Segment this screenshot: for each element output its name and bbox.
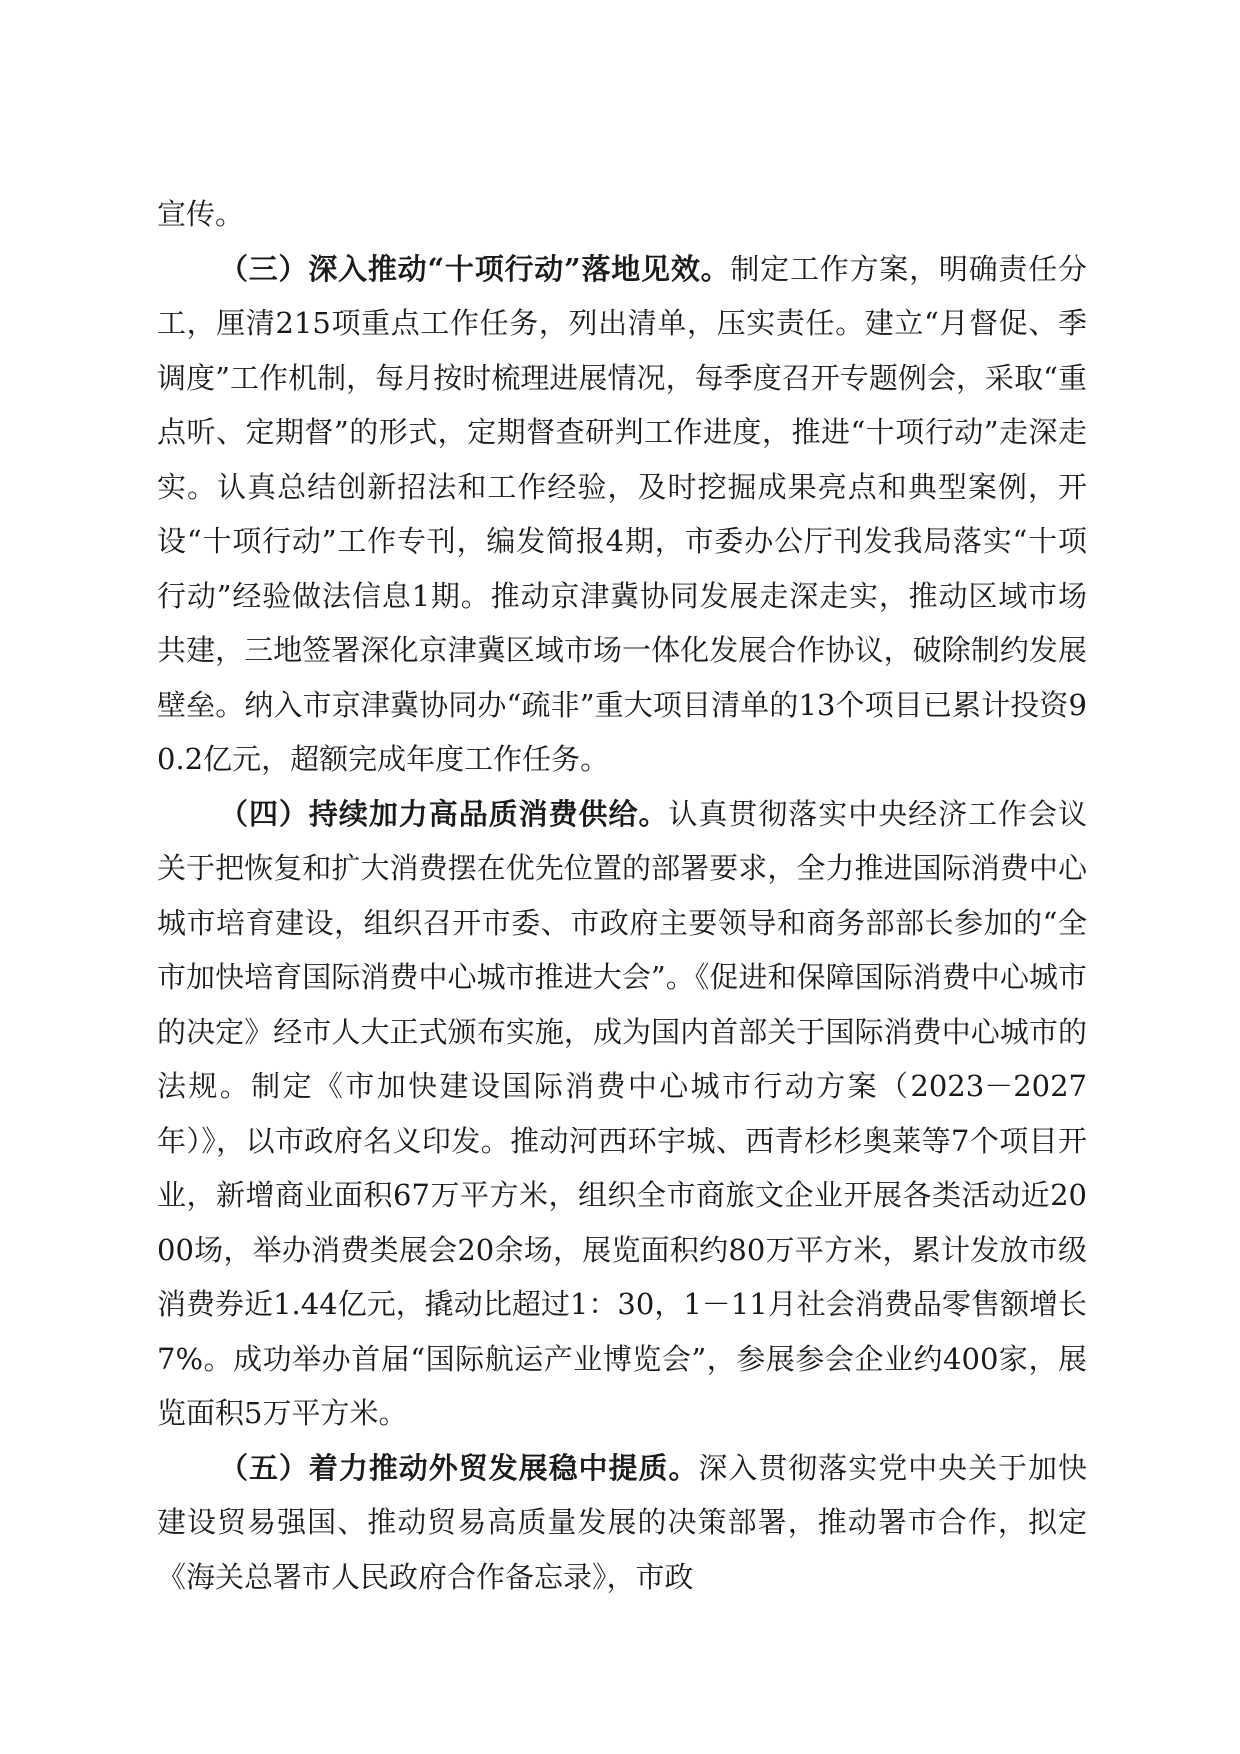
document-body [157,187,1087,1604]
paragraph-body: 深入贯彻落实党中央关于加快建设贸易强国、推动贸易高质量发展的决策部署，推动署市合作，拟定《海关总署市人民政府合作备忘录》，市政 [157,1450,1087,1594]
paragraph-section-4 [157,787,1087,1441]
section-heading: （五）着力推动外贸发展稳中提质。 [219,1450,699,1485]
section-heading: （三）深入推动“十项行动”落地见效。 [219,251,731,286]
section-heading: （四）持续加力高品质消费供给。 [219,796,669,831]
paragraph-section-3 [157,242,1087,787]
paragraph-body: 宣传。 [157,197,245,231]
paragraph-section-5 [157,1441,1087,1605]
paragraph-body: 制定工作方案，明确责任分工，厘清215项重点工作任务，列出清单，压实责任。建立“月督促、季调度”工作机制，每月按时梳理进展情况，每季度召开专题例会，采取“重点听、定期督”的形式，定期督查研判工作进度，推进“十项行动”走深走实。认真总结创新招法和工作经验，及时挖掘成果亮点和典型案例，开设“十项行动”工作专刊，编发简报4期，市委办公厅刊发我局落实“十项行动”经验做法信息1期。推动京津冀协同发展走深走实，推动区域市场共建，三地签署深化京津冀区域市场一体化发展合作协议，破除制约发展壁垒。纳入市京津冀协同办“疏非”重大项目清单的13个项目已累计投资90.2亿元，超额完成年度工作任务。 [157,251,1087,776]
paragraph-continuation [157,187,1087,242]
paragraph-body: 认真贯彻落实中央经济工作会议关于把恢复和扩大消费摆在优先位置的部署要求，全力推进国际消费中心城市培育建设，组织召开市委、市政府主要领导和商务部部长参加的“全市加快培育国际消费中心城市推进大会”。《促进和保障国际消费中心城市的决定》经市人大正式颁布实施，成为国内首部关于国际消费中心城市的法规。制定《市加快建设国际消费中心城市行动方案（2023－2027年）》，以市政府名义印发。推动河西环宇城、西青杉杉奥莱等7个项目开业，新增商业面积67万平方米，组织全市商旅文企业开展各类活动近2000场，举办消费类展会20余场，展览面积约80万平方米，累计发放市级消费券近1.44亿元，撬动比超过1：30，1－11月社会消费品零售额增长7%。成功举办首届“国际航运产业博览会”，参展参会企业约400家，展览面积5万平方米。 [157,796,1087,1430]
